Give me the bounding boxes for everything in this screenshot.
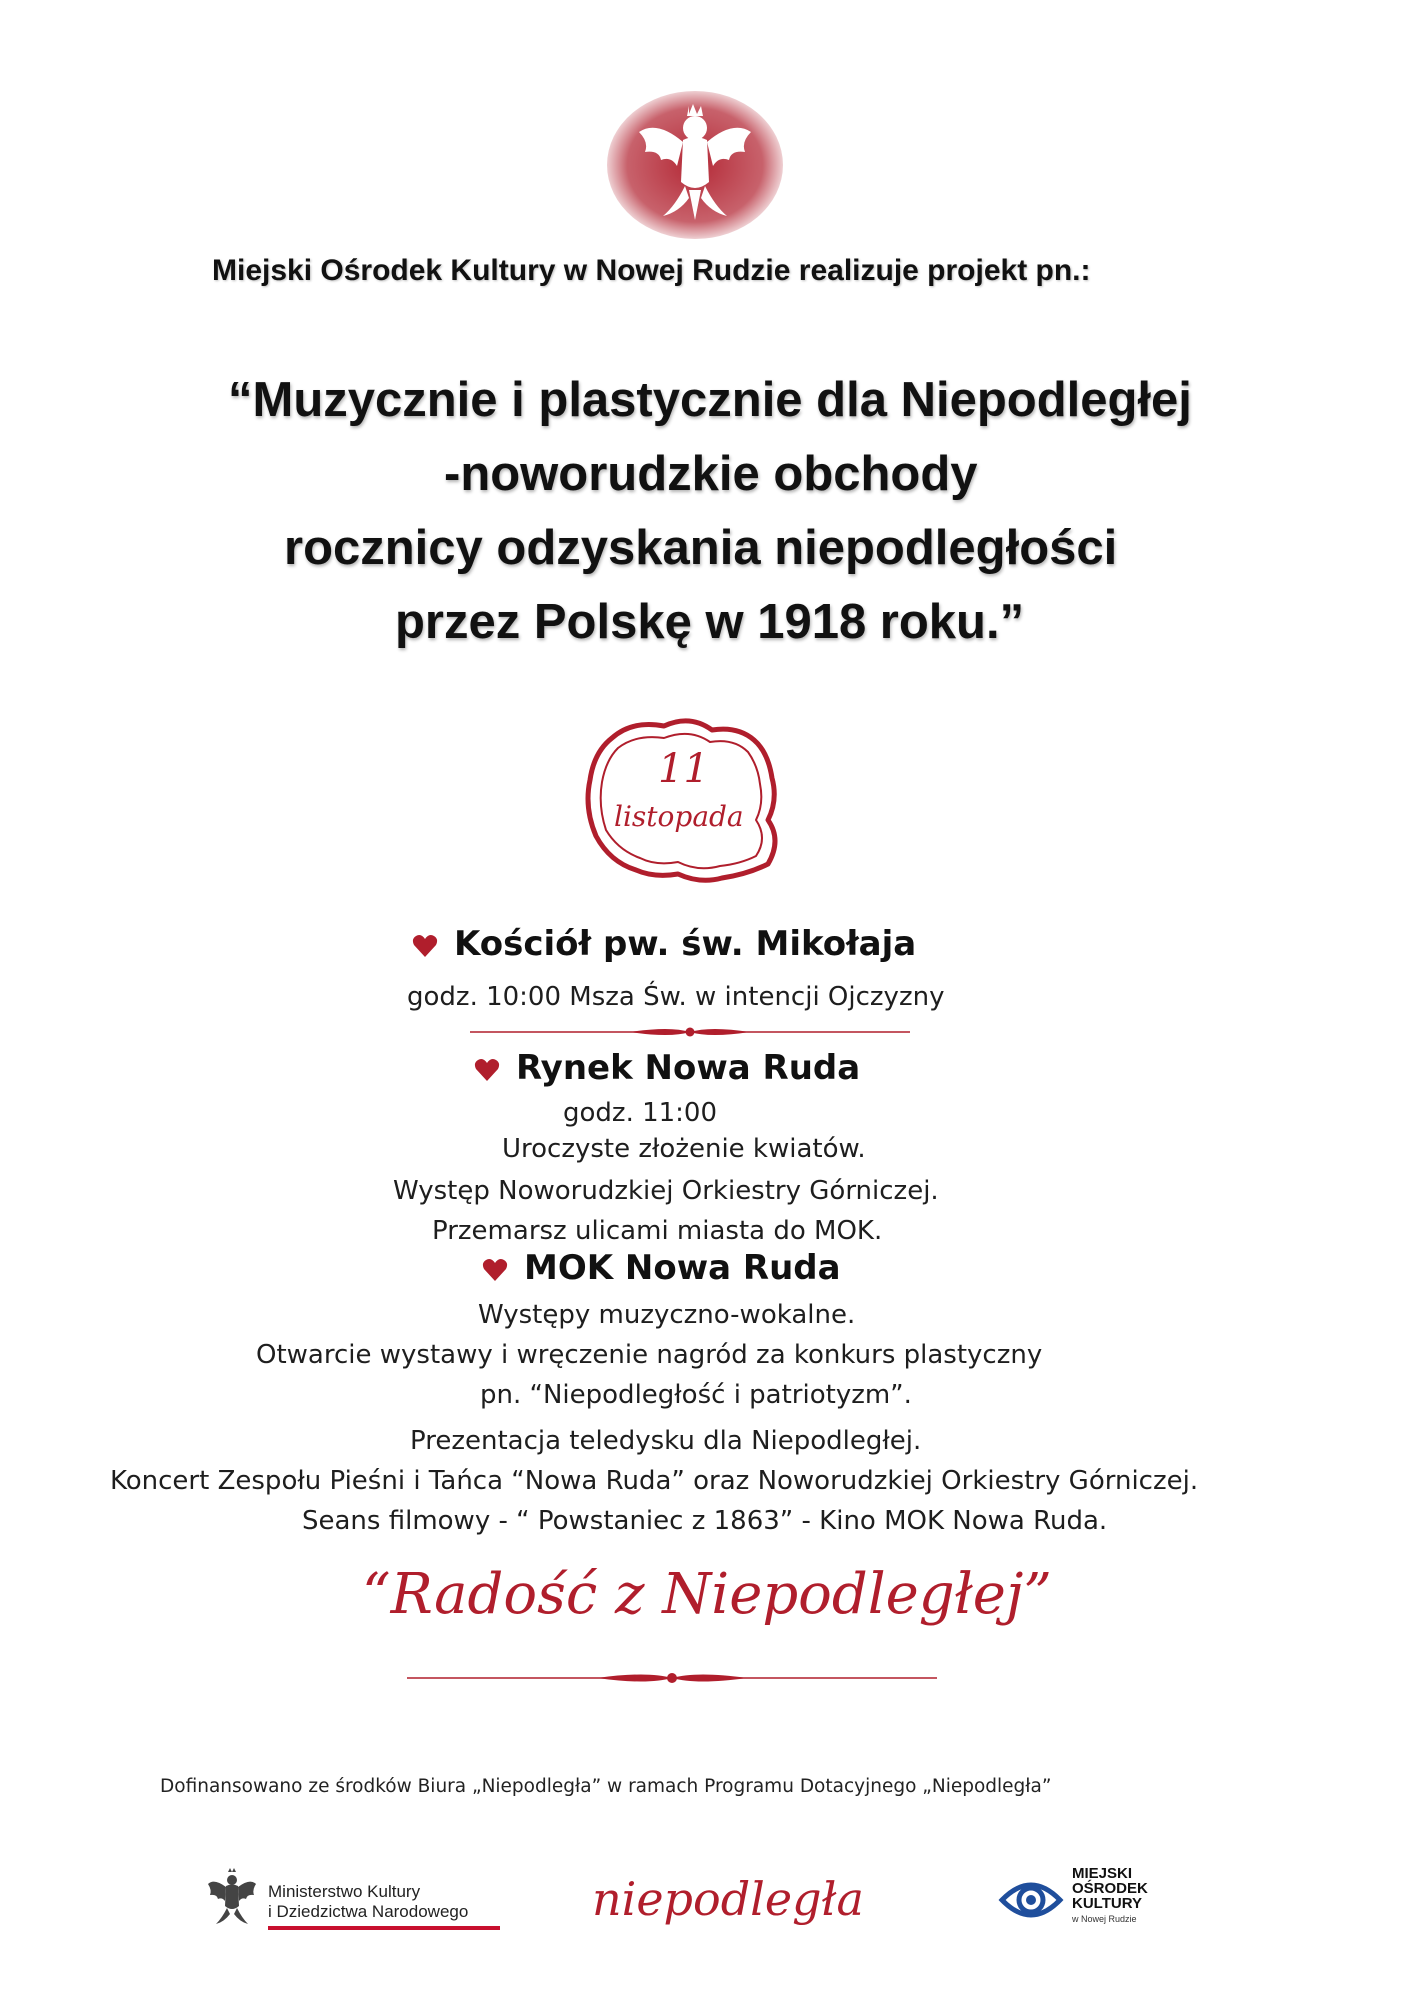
- emblem: [605, 90, 785, 240]
- venue-market-label: Rynek Nowa Ruda: [516, 1048, 861, 1088]
- title-line-3: rocznicy odzyskania niepodległości: [284, 521, 1118, 575]
- slogan: “Radość z Niepodległej”: [362, 1562, 1052, 1627]
- eagle-emblem-icon: [605, 90, 785, 240]
- heart-icon: [412, 934, 438, 958]
- date-day: 11: [658, 746, 709, 792]
- niepodlegla-logo: niepodległa: [592, 1872, 864, 1926]
- heart-icon: [482, 1258, 508, 1282]
- funding-note: Dofinansowano ze środków Biura „Niepodległa” w ramach Programu Dotacyjnego „Niepodległa”: [160, 1776, 1052, 1797]
- ministry-underline: [268, 1926, 500, 1930]
- date-month: listopada: [614, 800, 744, 833]
- mok-logo-line-3: KULTURY: [1072, 1895, 1142, 1912]
- mok-line-1: Występy muzyczno-wokalne.: [478, 1300, 856, 1330]
- venue-church-label: Kościół pw. św. Mikołaja: [454, 924, 917, 964]
- divider: [470, 1024, 910, 1038]
- mok-line-5: Koncert Zespołu Pieśni i Tańca “Nowa Ruda” oraz Noworudzkiej Orkiestry Górniczej.: [110, 1466, 1199, 1496]
- divider: [407, 1670, 937, 1686]
- venue-market: [474, 1048, 860, 1088]
- church-line-1: godz. 10:00 Msza Św. w intencji Ojczyzny: [407, 982, 945, 1012]
- ornament-divider-icon: [470, 1025, 910, 1039]
- mok-line-6: Seans filmowy - “ Powstaniec z 1863” - Kino MOK Nowa Ruda.: [302, 1506, 1108, 1536]
- mok-logo-line-2: OŚRODEK: [1072, 1880, 1148, 1897]
- mok-logo-line-1: MIEJSKI: [1072, 1865, 1133, 1882]
- ministry-line-1: Ministerstwo Kultury: [268, 1882, 421, 1901]
- mok-line-4: Prezentacja teledysku dla Niepodległej.: [410, 1426, 922, 1456]
- market-line-4: Przemarsz ulicami miasta do MOK.: [432, 1216, 883, 1246]
- ministry-line-2: i Dziedzictwa Narodowego: [268, 1902, 469, 1921]
- market-line-2: Uroczyste złożenie kwiatów.: [502, 1134, 866, 1164]
- ornament-divider-icon: [407, 1670, 937, 1686]
- venue-church: [412, 924, 916, 964]
- heart-icon: [474, 1058, 500, 1082]
- market-line-3: Występ Noworudzkiej Orkiestry Górniczej.: [393, 1176, 939, 1206]
- date-badge: [572, 708, 792, 898]
- eye-icon: [998, 1866, 1064, 1932]
- ministry-logo: [206, 1868, 506, 1938]
- title-line-4: przez Polskę w 1918 roku.”: [395, 595, 1025, 649]
- mok-logo-line-4: w Nowej Rudzie: [1072, 1914, 1137, 1924]
- title-line-1: “Muzycznie i plastycznie dla Niepodległej: [228, 373, 1192, 427]
- title-line-2: -noworudzkie obchody: [444, 447, 978, 501]
- eagle-icon: [206, 1868, 258, 1930]
- venue-mok-label: MOK Nowa Ruda: [524, 1248, 841, 1288]
- market-line-1: godz. 11:00: [563, 1098, 718, 1128]
- mok-logo: [998, 1862, 1158, 1942]
- mok-line-3: pn. “Niepodległość i patriotyzm”.: [480, 1380, 912, 1410]
- mok-line-2: Otwarcie wystawy i wręczenie nagród za konkurs plastyczny: [256, 1340, 1043, 1370]
- venue-mok: [482, 1248, 841, 1288]
- intro-text: Miejski Ośrodek Kultury w Nowej Rudzie realizuje projekt pn.:: [212, 254, 1091, 287]
